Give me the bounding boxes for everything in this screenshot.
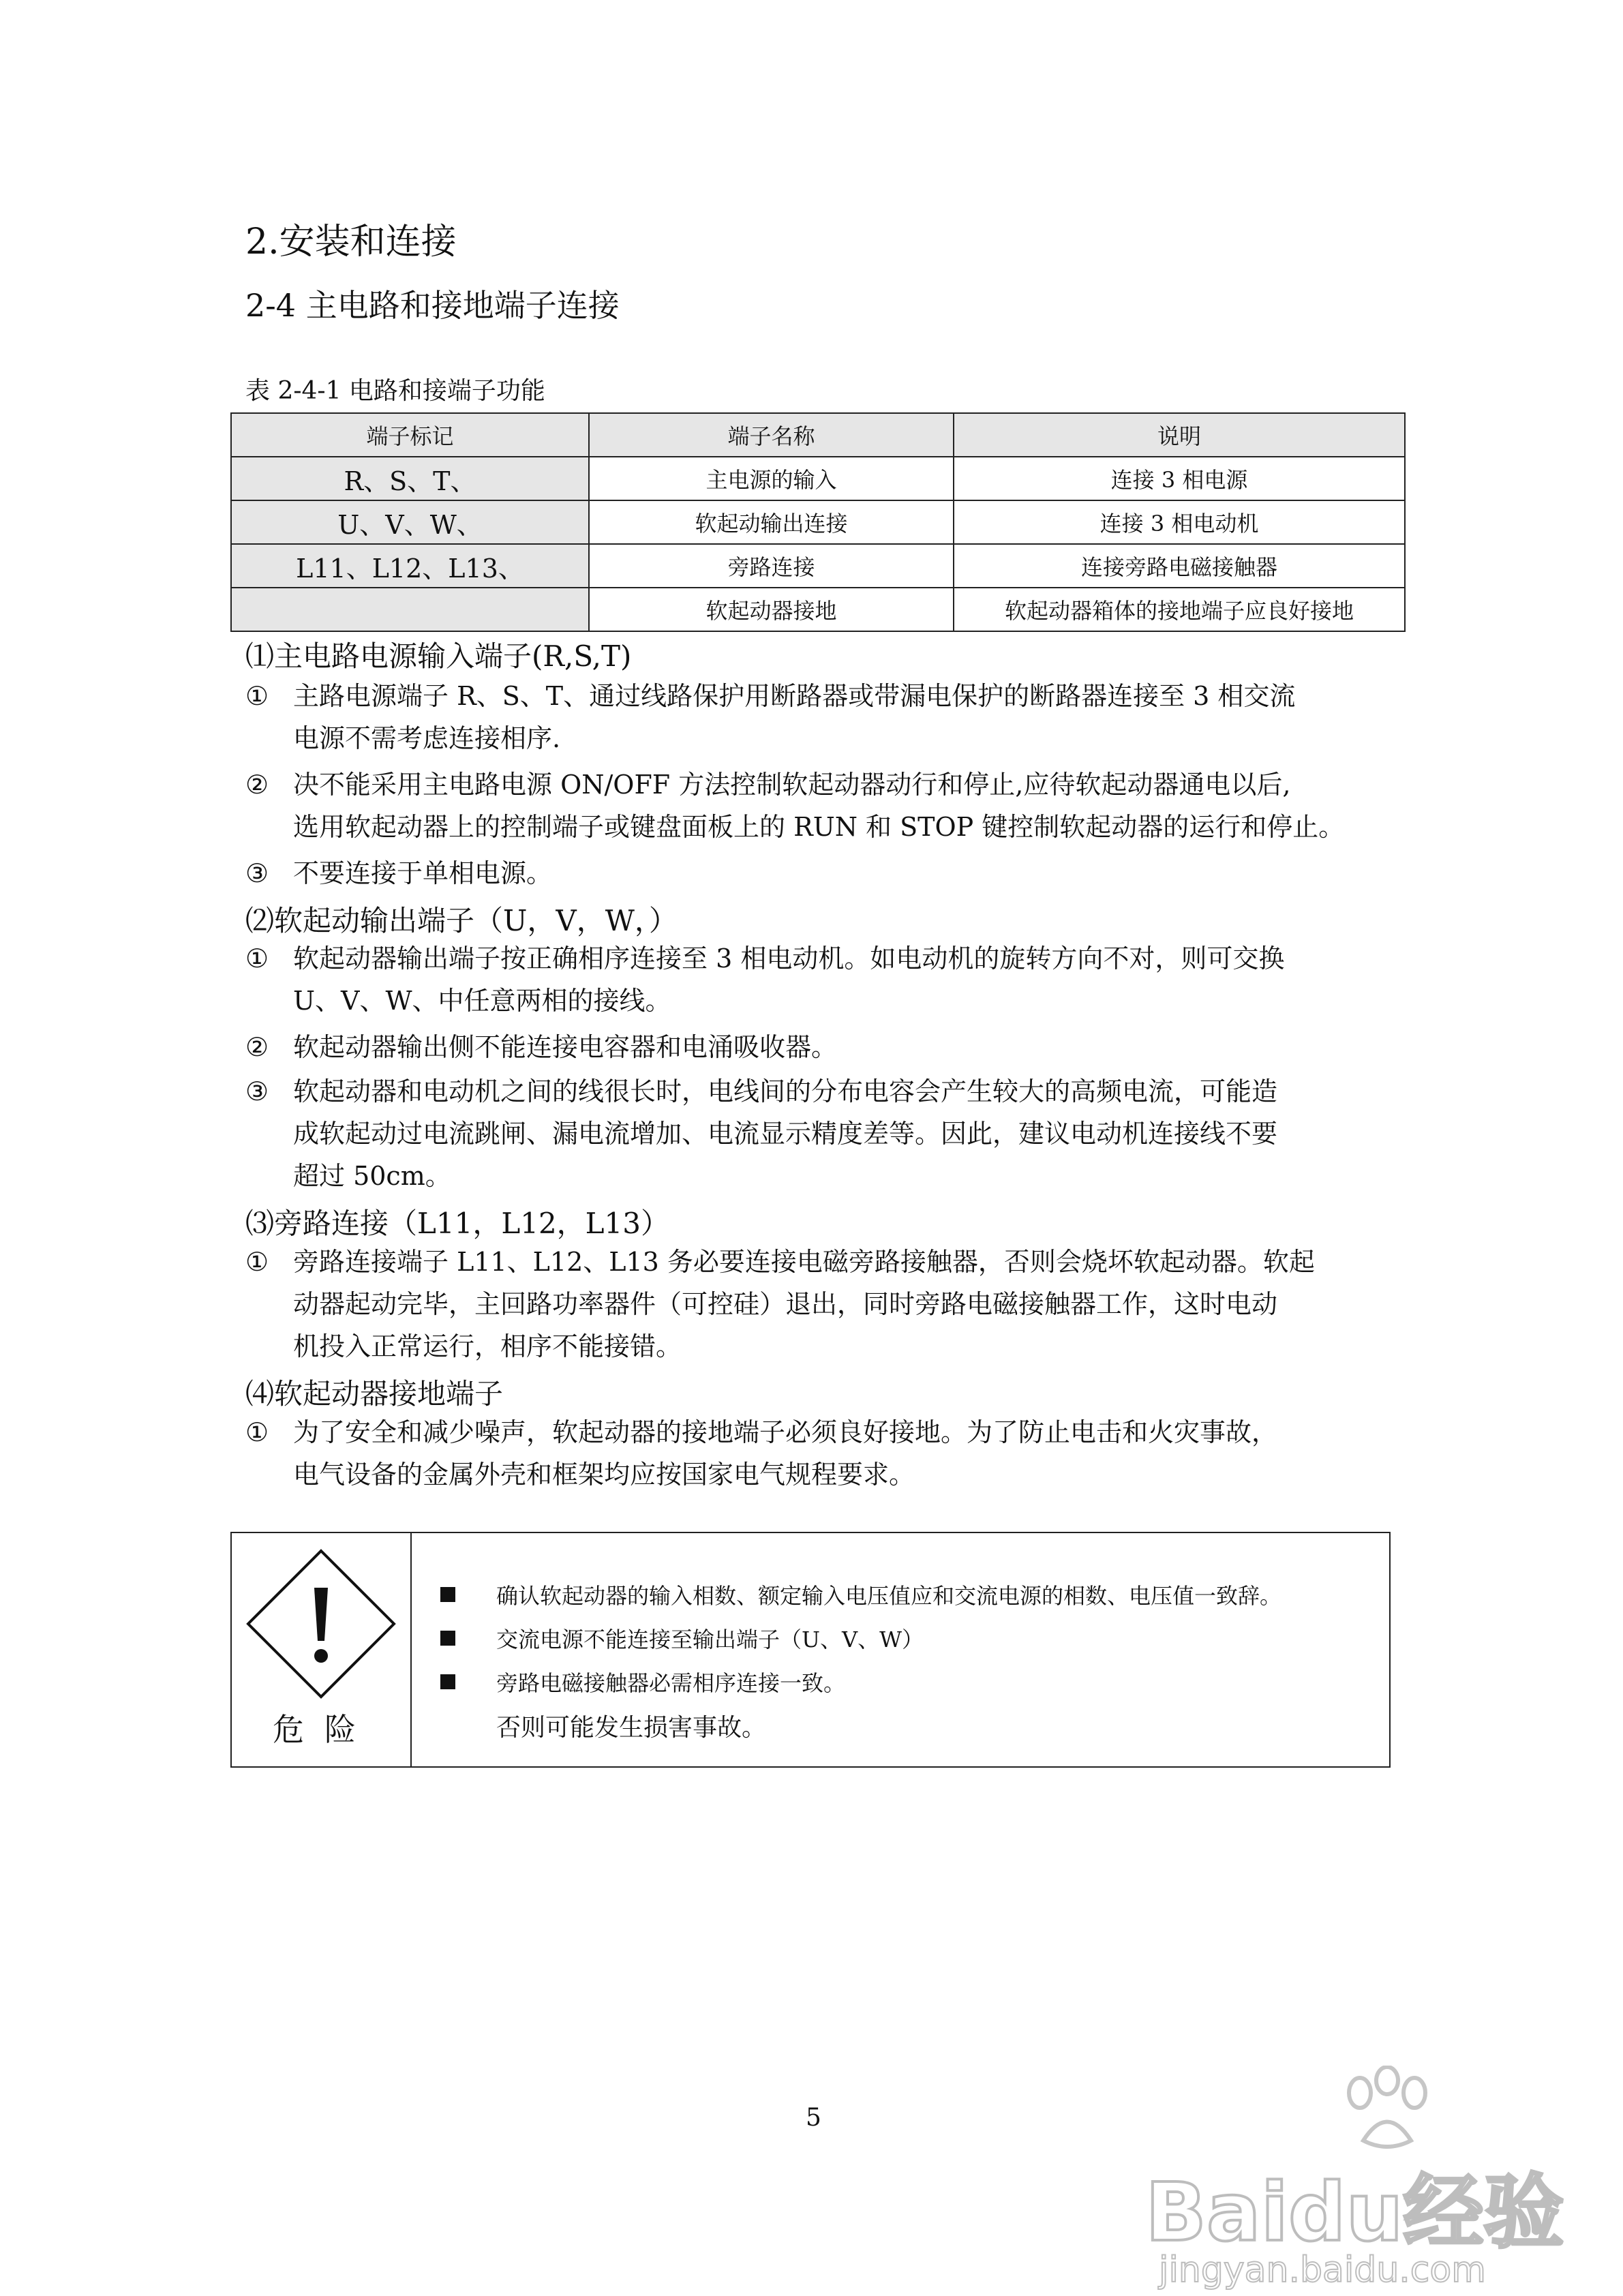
item-line: 主路电源端子 R、S、T、通过线路保护用断路器或带漏电保护的断路器连接至 3 相交流	[293, 681, 1296, 711]
watermark-url: jingyan.baidu.com	[1159, 2250, 1486, 2291]
table-cell	[231, 588, 589, 631]
warning-item	[429, 1573, 1281, 1616]
watermark-brand: Baidu经验	[1145, 2165, 1564, 2259]
item-line: 机投入正常运行，相序不能接错。	[293, 1331, 682, 1361]
section-heading: 2.安装和连接	[245, 222, 457, 262]
square-bullet-icon	[440, 1631, 455, 1646]
table-cell: 软起动输出连接	[589, 500, 954, 544]
warning-text: 旁路电磁接触器必需相序连接一致。	[496, 1670, 846, 1696]
list-item	[245, 675, 1397, 759]
table-cell: R、S、T、	[231, 457, 589, 500]
table-cell: 连接旁路电磁接触器	[954, 544, 1405, 588]
item-line: 动器起动完毕，主回路功率器件（可控硅）退出，同时旁路电磁接触器工作，这时电动	[293, 1289, 1278, 1319]
column-header: 端子名称	[589, 413, 954, 457]
list-item	[245, 1241, 1397, 1368]
item-line: 决不能采用主电路电源 ON/OFF 方法控制软起动器动行和停止,应待软起动器通电以后,	[293, 770, 1291, 800]
warning-diamond-icon	[243, 1545, 399, 1702]
list-item	[245, 1026, 1397, 1068]
table-cell: 软起动器接地	[589, 588, 954, 631]
item-line: 软起动器输出侧不能连接电容器和电涌吸收器。	[293, 1032, 838, 1062]
list-item	[245, 852, 1397, 894]
warning-text: 确认软起动器的输入相数、额定输入电压值应和交流电源的相数、电压值一致辞。	[496, 1583, 1282, 1609]
section-title: ⑴主电路电源输入端子(R,S,T)	[245, 639, 632, 673]
table-row	[231, 457, 1405, 500]
item-line: U、V、W、中任意两相的接线。	[293, 986, 671, 1016]
table-cell: 连接 3 相电源	[954, 457, 1405, 500]
table-row	[231, 500, 1405, 544]
table-caption: 表 2-4-1 电路和接端子功能	[245, 377, 545, 405]
item-number: ①	[245, 1417, 269, 1447]
table-cell: L11、L12、L13、	[231, 544, 589, 588]
danger-symbol-cell	[232, 1533, 412, 1766]
column-header: 说明	[954, 413, 1405, 457]
item-number: ③	[245, 1076, 269, 1106]
list-item	[245, 937, 1397, 1022]
warning-list	[429, 1573, 1281, 1747]
square-bullet-icon	[440, 1587, 455, 1602]
table-row	[231, 588, 1405, 631]
item-line: 为了安全和减少噪声，软起动器的接地端子必须良好接地。为了防止电击和火灾事故，	[293, 1417, 1278, 1447]
item-line: 不要连接于单相电源。	[293, 858, 553, 888]
list-item	[245, 764, 1397, 848]
section-title: ⑵软起动输出端子（U，V，W，）	[245, 904, 678, 937]
table-cell: 连接 3 相电动机	[954, 500, 1405, 544]
subsection-heading: 2-4 主电路和接地端子连接	[245, 287, 620, 324]
paw-icon	[1336, 2066, 1438, 2154]
page-number: 5	[806, 2104, 821, 2132]
item-number: ②	[245, 1032, 269, 1062]
table-cell: 主电源的输入	[589, 457, 954, 500]
danger-warning-box	[230, 1532, 1391, 1768]
item-number: ①	[245, 1247, 269, 1277]
item-line: 电气设备的金属外壳和框架均应按国家电气规程要求。	[293, 1460, 915, 1490]
warning-item	[429, 1616, 1281, 1660]
item-line: 旁路连接端子 L11、L12、L13 务必要连接电磁旁路接触器，否则会烧坏软起动器。软起	[293, 1247, 1315, 1277]
warning-text: 交流电源不能连接至输出端子（U、V、W）	[496, 1627, 924, 1652]
table-cell: 软起动器箱体的接地端子应良好接地	[954, 588, 1405, 631]
warning-footer: 否则可能发生损害事故。	[496, 1713, 767, 1742]
section-title: ⑶旁路连接（L11，L12，L13）	[245, 1207, 670, 1240]
item-line: 电源不需考虑连接相序.	[293, 723, 561, 753]
table-header-row	[231, 413, 1405, 457]
warning-item	[429, 1660, 1281, 1704]
baidu-watermark	[1145, 2045, 1564, 2291]
item-line: 超过 50cm。	[293, 1161, 451, 1191]
item-line: 软起动器输出端子按正确相序连接至 3 相电动机。如电动机的旋转方向不对，则可交换	[293, 943, 1285, 973]
item-line: 选用软起动器上的控制端子或键盘面板上的 RUN 和 STOP 键控制软起动器的运行和停止。	[293, 812, 1345, 842]
item-number: ②	[245, 770, 269, 800]
table-cell: U、V、W、	[231, 500, 589, 544]
list-item	[245, 1411, 1397, 1496]
item-line: 成软起动过电流跳闸、漏电流增加、电流显示精度差等。因此，建议电动机连接线不要	[293, 1119, 1278, 1149]
item-number: ①	[245, 681, 269, 711]
section-title: ⑷软起动器接地端子	[245, 1377, 504, 1410]
column-header: 端子标记	[231, 413, 589, 457]
danger-label: 危险	[273, 1711, 376, 1748]
terminal-table	[230, 412, 1406, 632]
item-number: ①	[245, 943, 269, 973]
table-cell: 旁路连接	[589, 544, 954, 588]
item-line: 软起动器和电动机之间的线很长时，电线间的分布电容会产生较大的高频电流，可能造	[293, 1076, 1278, 1106]
list-item	[245, 1070, 1397, 1197]
table-row	[231, 544, 1405, 588]
item-number: ③	[245, 858, 269, 888]
square-bullet-icon	[440, 1674, 455, 1689]
